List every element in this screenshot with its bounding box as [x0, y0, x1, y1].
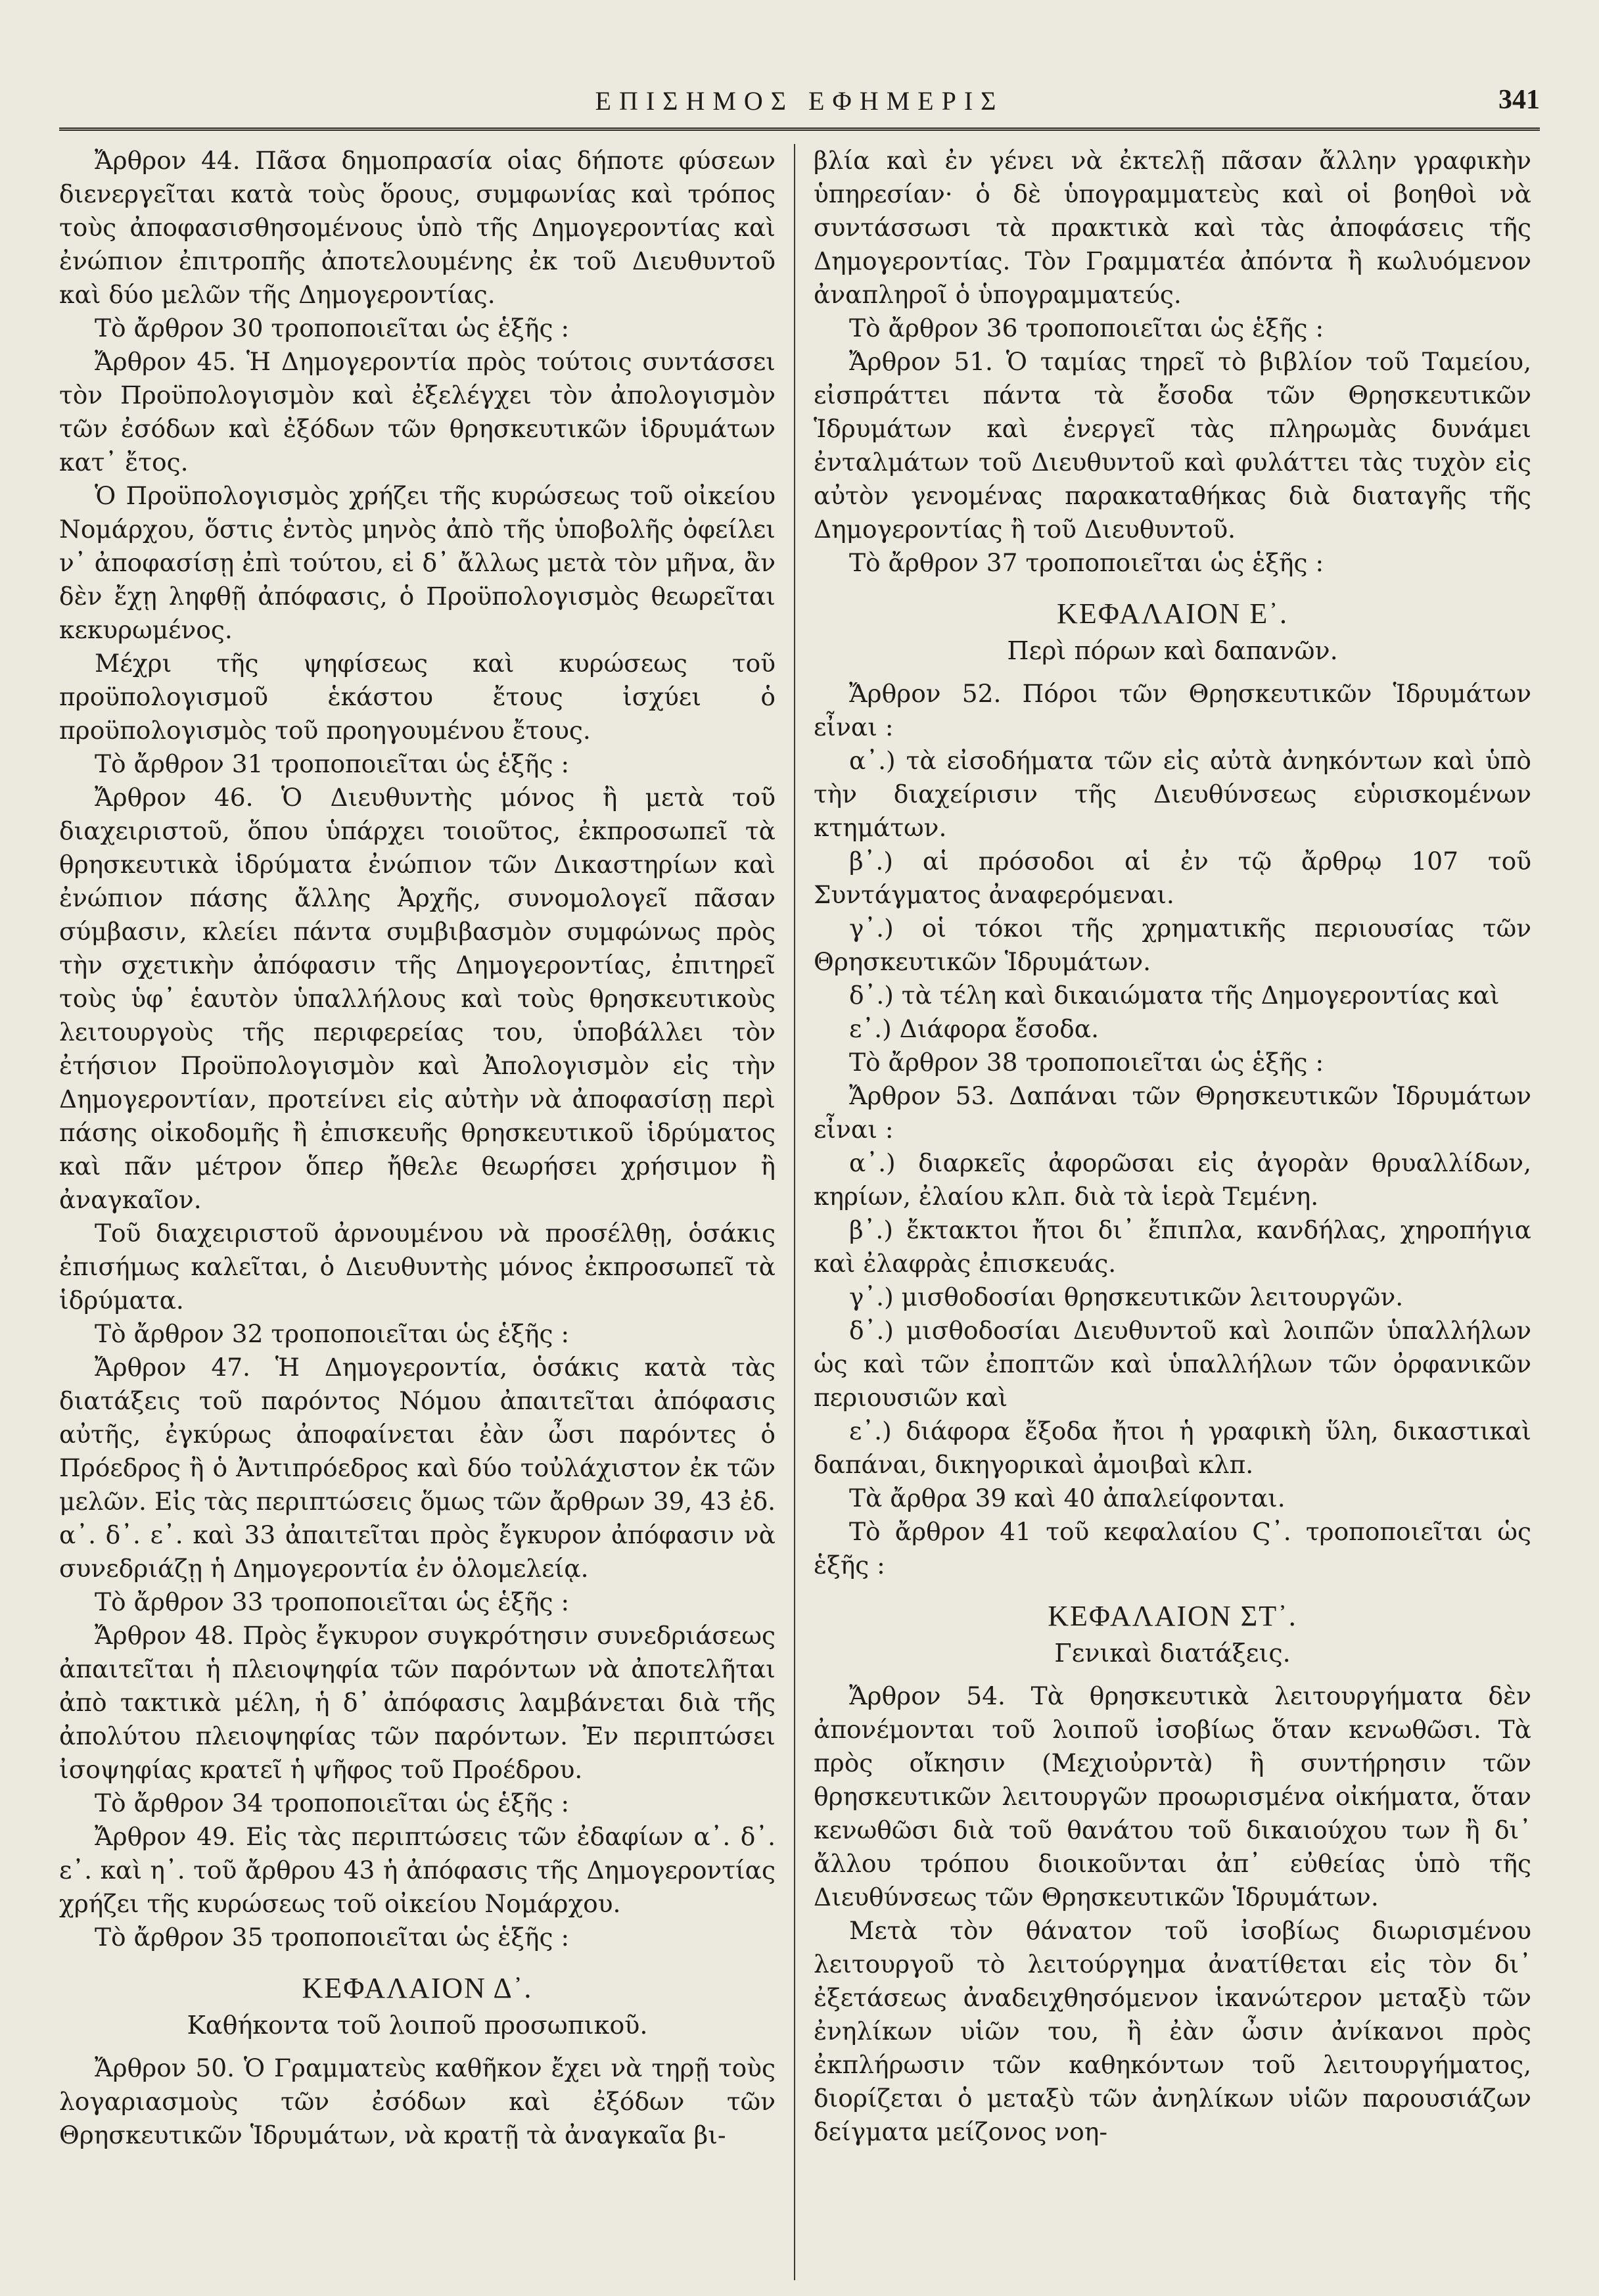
- left-column: [59, 144, 795, 2280]
- paragraph: Τὸ ἄρθρον 34 τροποποιεῖται ὡς ἑξῆς :: [95, 1789, 570, 1817]
- newspaper-title: ΕΠΙΣΗΜΟΣ ΕΦΗΜΕΡΙΣ: [595, 86, 1004, 116]
- chapter-heading: ΚΕΦΑΛΑΙΟΝ Ε᾽.: [1057, 597, 1288, 630]
- header-rule: [59, 128, 1540, 131]
- paragraph: Ἄρθρον 52. Πόροι τῶν Θρησκευτικῶν Ἱδρυμάτων εἶναι :: [814, 679, 1531, 741]
- paragraph: Ἄρθρον 48. Πρὸς ἔγκυρον συγκρότησιν συνεδριάσεως ἀπαιτεῖται ἡ πλειοψηφία τῶν παρόντων νὰ ἀποτελῆται ἀπὸ τακτικὰ μέλη, ἡ δ᾽ ἀπόφασις λαμβάνεται διὰ τῆς ἀπολύτου πλειοψηφίας τῶν παρόντων. Ἐν περιπτώσει ἰσοψηφίας κρατεῖ ἡ ψῆφος τοῦ Προέδρου.: [59, 1621, 776, 1784]
- paragraph: Ὁ Προϋπολογισμὸς χρήζει τῆς κυρώσεως τοῦ οἰκείου Νομάρχου, ὅστις ἐντὸς μηνὸς ἀπὸ τῆς ὑποβολῆς ὀφείλει ν᾽ ἀποφασίσῃ ἐπὶ τούτου, εἰ δ᾽ ἄλλως μετὰ τὸν μῆνα, ἂν δὲν ἔχῃ ληφθῇ ἀπόφασις, ὁ Προϋπολογισμὸς θεωρεῖται κεκυρωμένος.: [59, 481, 776, 644]
- paragraph: Ἄρθρον 50. Ὁ Γραμματεὺς καθῆκον ἔχει νὰ τηρῇ τοὺς λογαριασμοὺς τῶν ἐσόδων καὶ ἐξόδων τῶν Θρησκευτικῶν Ἱδρυμάτων, νὰ κρατῇ τὰ ἀναγκαῖα βι-: [59, 2053, 776, 2149]
- paragraph: Ἄρθρον 45. Ἡ Δημογεροντία πρὸς τούτοις συντάσσει τὸν Προϋπολογισμὸν καὶ ἐξελέγχει τὸν ἀπολογισμὸν τῶν ἐσόδων καὶ ἐξόδων τῶν θρησκευτικῶν ἱδρυμάτων κατ᾽ ἔτος.: [59, 347, 776, 477]
- chapter-heading: ΚΕΦΑΛΑΙΟΝ ΣΤ᾽.: [1048, 1600, 1297, 1632]
- paragraph: Τὸ ἄρθρον 41 τοῦ κεφαλαίου Ϛ᾽. τροποποιεῖται ὡς ἑξῆς :: [814, 1517, 1531, 1580]
- paragraph: α᾽.) διαρκεῖς ἀφορῶσαι εἰς ἀγορὰν θρυαλλίδων, κηρίων, ἐλαίου κλπ. διὰ τὰ ἱερὰ Τεμένη.: [814, 1148, 1531, 1211]
- paragraph: Ἄρθρον 53. Δαπάναι τῶν Θρησκευτικῶν Ἱδρυμάτων εἶναι :: [814, 1081, 1531, 1144]
- paragraph: β᾽.) ἔκτακτοι ἤτοι δι᾽ ἔπιπλα, κανδήλας, χηροπήγια καὶ ἐλαφρὰς ἐπισκευάς.: [814, 1215, 1531, 1278]
- chapter-subheading: Καθήκοντα τοῦ λοιποῦ προσωπικοῦ.: [187, 2011, 648, 2040]
- paragraph: Τὸ ἄρθρον 35 τροποποιεῖται ὡς ἑξῆς :: [95, 1923, 570, 1952]
- paragraph: Ἄρθρον 46. Ὁ Διευθυντὴς μόνος ἢ μετὰ τοῦ διαχειριστοῦ, ὅπου ὑπάρχει τοιοῦτος, ἐκπροσωπεῖ τὰ θρησκευτικὰ ἱδρύματα ἐνώπιον τῶν Δικαστηρίων καὶ ἐνώπιον πάσης ἄλλης Ἀρχῆς, συνομολογεῖ πᾶσαν σύμβασιν, κλείει πάντα συμβιβασμὸν συμφώνως πρὸς τὴν σχετικὴν ἀπόφασιν τῆς Δημογεροντίας, ἐπιτηρεῖ τοὺς ὑφ᾽ ἑαυτὸν ὑπαλλήλους καὶ τοὺς θρησκευτικοὺς λειτουργοὺς τῆς περιφερείας του, ὑποβάλλει τὸν ἐτήσιον Προϋπολογισμὸν καὶ Ἀπολογισμὸν εἰς τὴν Δημογεροντίαν, προτείνει εἰς αὐτὴν νὰ ἀποφασίσῃ περὶ πάσης οἰκοδομῆς ἢ ἐπισκευῆς θρησκευτικοῦ ἱδρύματος καὶ πᾶν μέτρον ὅπερ ἤθελε θεωρήσει χρήσιμον ἢ ἀναγκαῖον.: [59, 783, 776, 1214]
- paragraph: ε᾽.) διάφορα ἔξοδα ἤτοι ἡ γραφικὴ ὕλη, δικαστικαὶ δαπάναι, δικηγορικαὶ ἀμοιβαὶ κλπ.: [814, 1417, 1531, 1479]
- paragraph: Μετὰ τὸν θάνατον τοῦ ἰσοβίως διωρισμένου λειτουργοῦ τὸ λειτούργημα ἀνατίθεται εἰς τὸν δι᾽ ἐξετάσεως ἀναδειχθησόμενον ἱκανώτερον μεταξὺ τῶν ἐνηλίκων υἱῶν του, ἢ ἐὰν ὦσιν ἀνίκανοι πρὸς ἐκπλήρωσιν τῶν καθηκόντων τοῦ λειτουργήματος, διορίζεται ὁ μεταξὺ τῶν ἀνηλίκων υἱῶν παρουσιάζων δείγματα μείζονος νοη-: [814, 1916, 1531, 2146]
- paragraph: Τὰ ἄρθρα 39 καὶ 40 ἀπαλείφονται.: [849, 1484, 1286, 1512]
- paragraph: Τὸ ἄρθρον 33 τροποποιεῖται ὡς ἑξῆς :: [95, 1587, 570, 1616]
- text-columns: [59, 144, 1540, 2280]
- paragraph: βλία καὶ ἐν γένει νὰ ἐκτελῇ πᾶσαν ἄλλην γραφικὴν ὑπηρεσίαν· ὁ δὲ ὑπογραμματεὺς καὶ οἱ βοηθοὶ νὰ συντάσσωσι τὰ πρακτικὰ καὶ τὰς ἀποφάσεις τῆς Δημογεροντίας. Τὸν Γραμματέα ἀπόντα ἢ κωλυόμενον ἀναπληροῖ ὁ ὑπογραμματεύς.: [814, 146, 1531, 309]
- paragraph: ε᾽.) Διάφορα ἔσοδα.: [849, 1014, 1099, 1043]
- paragraph: Ἄρθρον 51. Ὁ ταμίας τηρεῖ τὸ βιβλίον τοῦ Ταμείου, εἰσπράττει πάντα τὰ ἔσοδα τῶν Θρησκευτικῶν Ἱδρυμάτων καὶ ἐνεργεῖ τὰς πληρωμὰς δυνάμει ἐνταλμάτων τοῦ Διευθυντοῦ καὶ φυλάττει τὰς τυχὸν εἰς αὐτὸν γενομένας παρακαταθήκας διὰ διαταγῆς τῆς Δημογεροντίας ἢ τοῦ Διευθυντοῦ.: [814, 347, 1531, 544]
- paragraph: δ᾽.) μισθοδοσίαι Διευθυντοῦ καὶ λοιπῶν ὑπαλλήλων ὡς καὶ τῶν ἐποπτῶν καὶ ὑπαλλήλων τῶν ὀρφανικῶν περιουσιῶν καὶ: [814, 1316, 1531, 1412]
- paragraph: Ἄρθρον 44. Πᾶσα δημοπρασία οἱας δήποτε φύσεων διενεργεῖται κατὰ τοὺς ὅρους, συμφωνίας καὶ τρόπος τοὺς ἀποφασισθησομένους ὑπὸ τῆς Δημογεροντίας καὶ ἐνώπιον ἐπιτροπῆς ἀποτελουμένης ἐκ τοῦ Διευθυντοῦ καὶ δύο μελῶν τῆς Δημογεροντίας.: [59, 146, 776, 309]
- paragraph: Τὸ ἄρθρον 31 τροποποιεῖται ὡς ἑξῆς :: [95, 749, 570, 778]
- paragraph: Μέχρι τῆς ψηφίσεως καὶ κυρώσεως τοῦ προϋπολογισμοῦ ἑκάστου ἔτους ἰσχύει ὁ προϋπολογισμὸς τοῦ προηγουμένου ἔτους.: [59, 649, 776, 745]
- paragraph: δ᾽.) τὰ τέλη καὶ δικαιώματα τῆς Δημογεροντίας καὶ: [849, 981, 1500, 1010]
- paragraph: γ᾽.) μισθοδοσίαι θρησκευτικῶν λειτουργῶν.: [849, 1282, 1404, 1311]
- paragraph: Ἄρθρον 54. Τὰ θρησκευτικὰ λειτουργήματα δὲν ἀπονέμονται τοῦ λοιποῦ ἰσοβίως ὅταν κενωθῶσι. Τὰ πρὸς οἴκησιν (Μεχιοὐρντὰ) ἢ συντήρησιν τῶν θρησκευτικῶν λειτουργῶν προωρισμένα οἰκήματα, ὅταν κενωθῶσι διὰ τοῦ θανάτου τοῦ δικαιούχου των ἢ δι᾽ ἄλλου τρόπου διοικοῦνται ἀπ᾽ εὐθείας ὑπὸ τῆς Διευθύνσεως τῶν Θρησκευτικῶν Ἱδρυμάτων.: [814, 1681, 1531, 1911]
- right-column: [795, 144, 1531, 2280]
- paragraph: Τὸ ἄρθρον 30 τροποποιεῖται ὡς ἑξῆς :: [95, 314, 570, 342]
- paragraph: α᾽.) τὰ εἰσοδήματα τῶν εἰς αὐτὰ ἀνηκόντων καὶ ὑπὸ τὴν διαχείρισιν τῆς Διευθύνσεως εὑρισκομένων κτημάτων.: [814, 746, 1531, 842]
- paragraph: Τὸ ἄρθρον 36 τροποποιεῖται ὡς ἑξῆς :: [849, 314, 1324, 342]
- chapter-subheading: Περὶ πόρων καὶ δαπανῶν.: [1007, 636, 1338, 665]
- page-header: [59, 79, 1540, 125]
- paragraph: Τὸ ἄρθρον 38 τροποποιεῖται ὡς ἑξῆς :: [849, 1048, 1324, 1077]
- paragraph: Τὸ ἄρθρον 32 τροποποιεῖται ὡς ἑξῆς :: [95, 1319, 570, 1348]
- paragraph: Τὸ ἄρθρον 37 τροποποιεῖται ὡς ἑξῆς :: [849, 548, 1324, 577]
- paragraph: β᾽.) αἱ πρόσοδοι αἱ ἐν τῷ ἄρθρῳ 107 τοῦ Συντάγματος ἀναφερόμεναι.: [814, 847, 1531, 909]
- paragraph: Τοῦ διαχειριστοῦ ἀρνουμένου νὰ προσέλθῃ, ὁσάκις ἐπισήμως καλεῖται, ὁ Διευθυντὴς μόνος ἐκπροσωπεῖ τὰ ἱδρύματα.: [59, 1219, 776, 1315]
- chapter-heading: ΚΕΦΑΛΑΙΟΝ Δ᾽.: [302, 1972, 533, 2004]
- chapter-subheading: Γενικαὶ διατάξεις.: [1054, 1639, 1291, 1668]
- paragraph: Ἄρθρον 47. Ἡ Δημογεροντία, ὁσάκις κατὰ τὰς διατάξεις τοῦ παρόντος Νόμου ἀπαιτεῖται ἀπόφασις αὐτῆς, ἐγκύρως ἀποφαίνεται ἐὰν ὦσι παρόντες ὁ Πρόεδρος ἢ ὁ Ἀντιπρόεδρος καὶ δύο τοὐλάχιστον ἐκ τῶν μελῶν. Εἰς τὰς περιπτώσεις ὅμως τῶν ἄρθρων 39, 43 ἐδ. α᾽. δ᾽. ε᾽. καὶ 33 ἀπαιτεῖται πρὸς ἔγκυρον ἀπόφασιν νὰ συνεδριάζῃ ἡ Δημογεροντία ἐν ὁλομελείᾳ.: [59, 1353, 776, 1583]
- paragraph: γ᾽.) οἱ τόκοι τῆς χρηματικῆς περιουσίας τῶν Θρησκευτικῶν Ἱδρυμάτων.: [814, 914, 1531, 976]
- paragraph: Ἄρθρον 49. Εἰς τὰς περιπτώσεις τῶν ἐδαφίων α᾽. δ᾽. ε᾽. καὶ η᾽. τοῦ ἄρθρου 43 ἡ ἀπόφασις τῆς Δημογεροντίας χρήζει τῆς κυρώσεως τοῦ οἰκείου Νομάρχου.: [59, 1822, 776, 1918]
- page-number: 341: [1498, 85, 1540, 115]
